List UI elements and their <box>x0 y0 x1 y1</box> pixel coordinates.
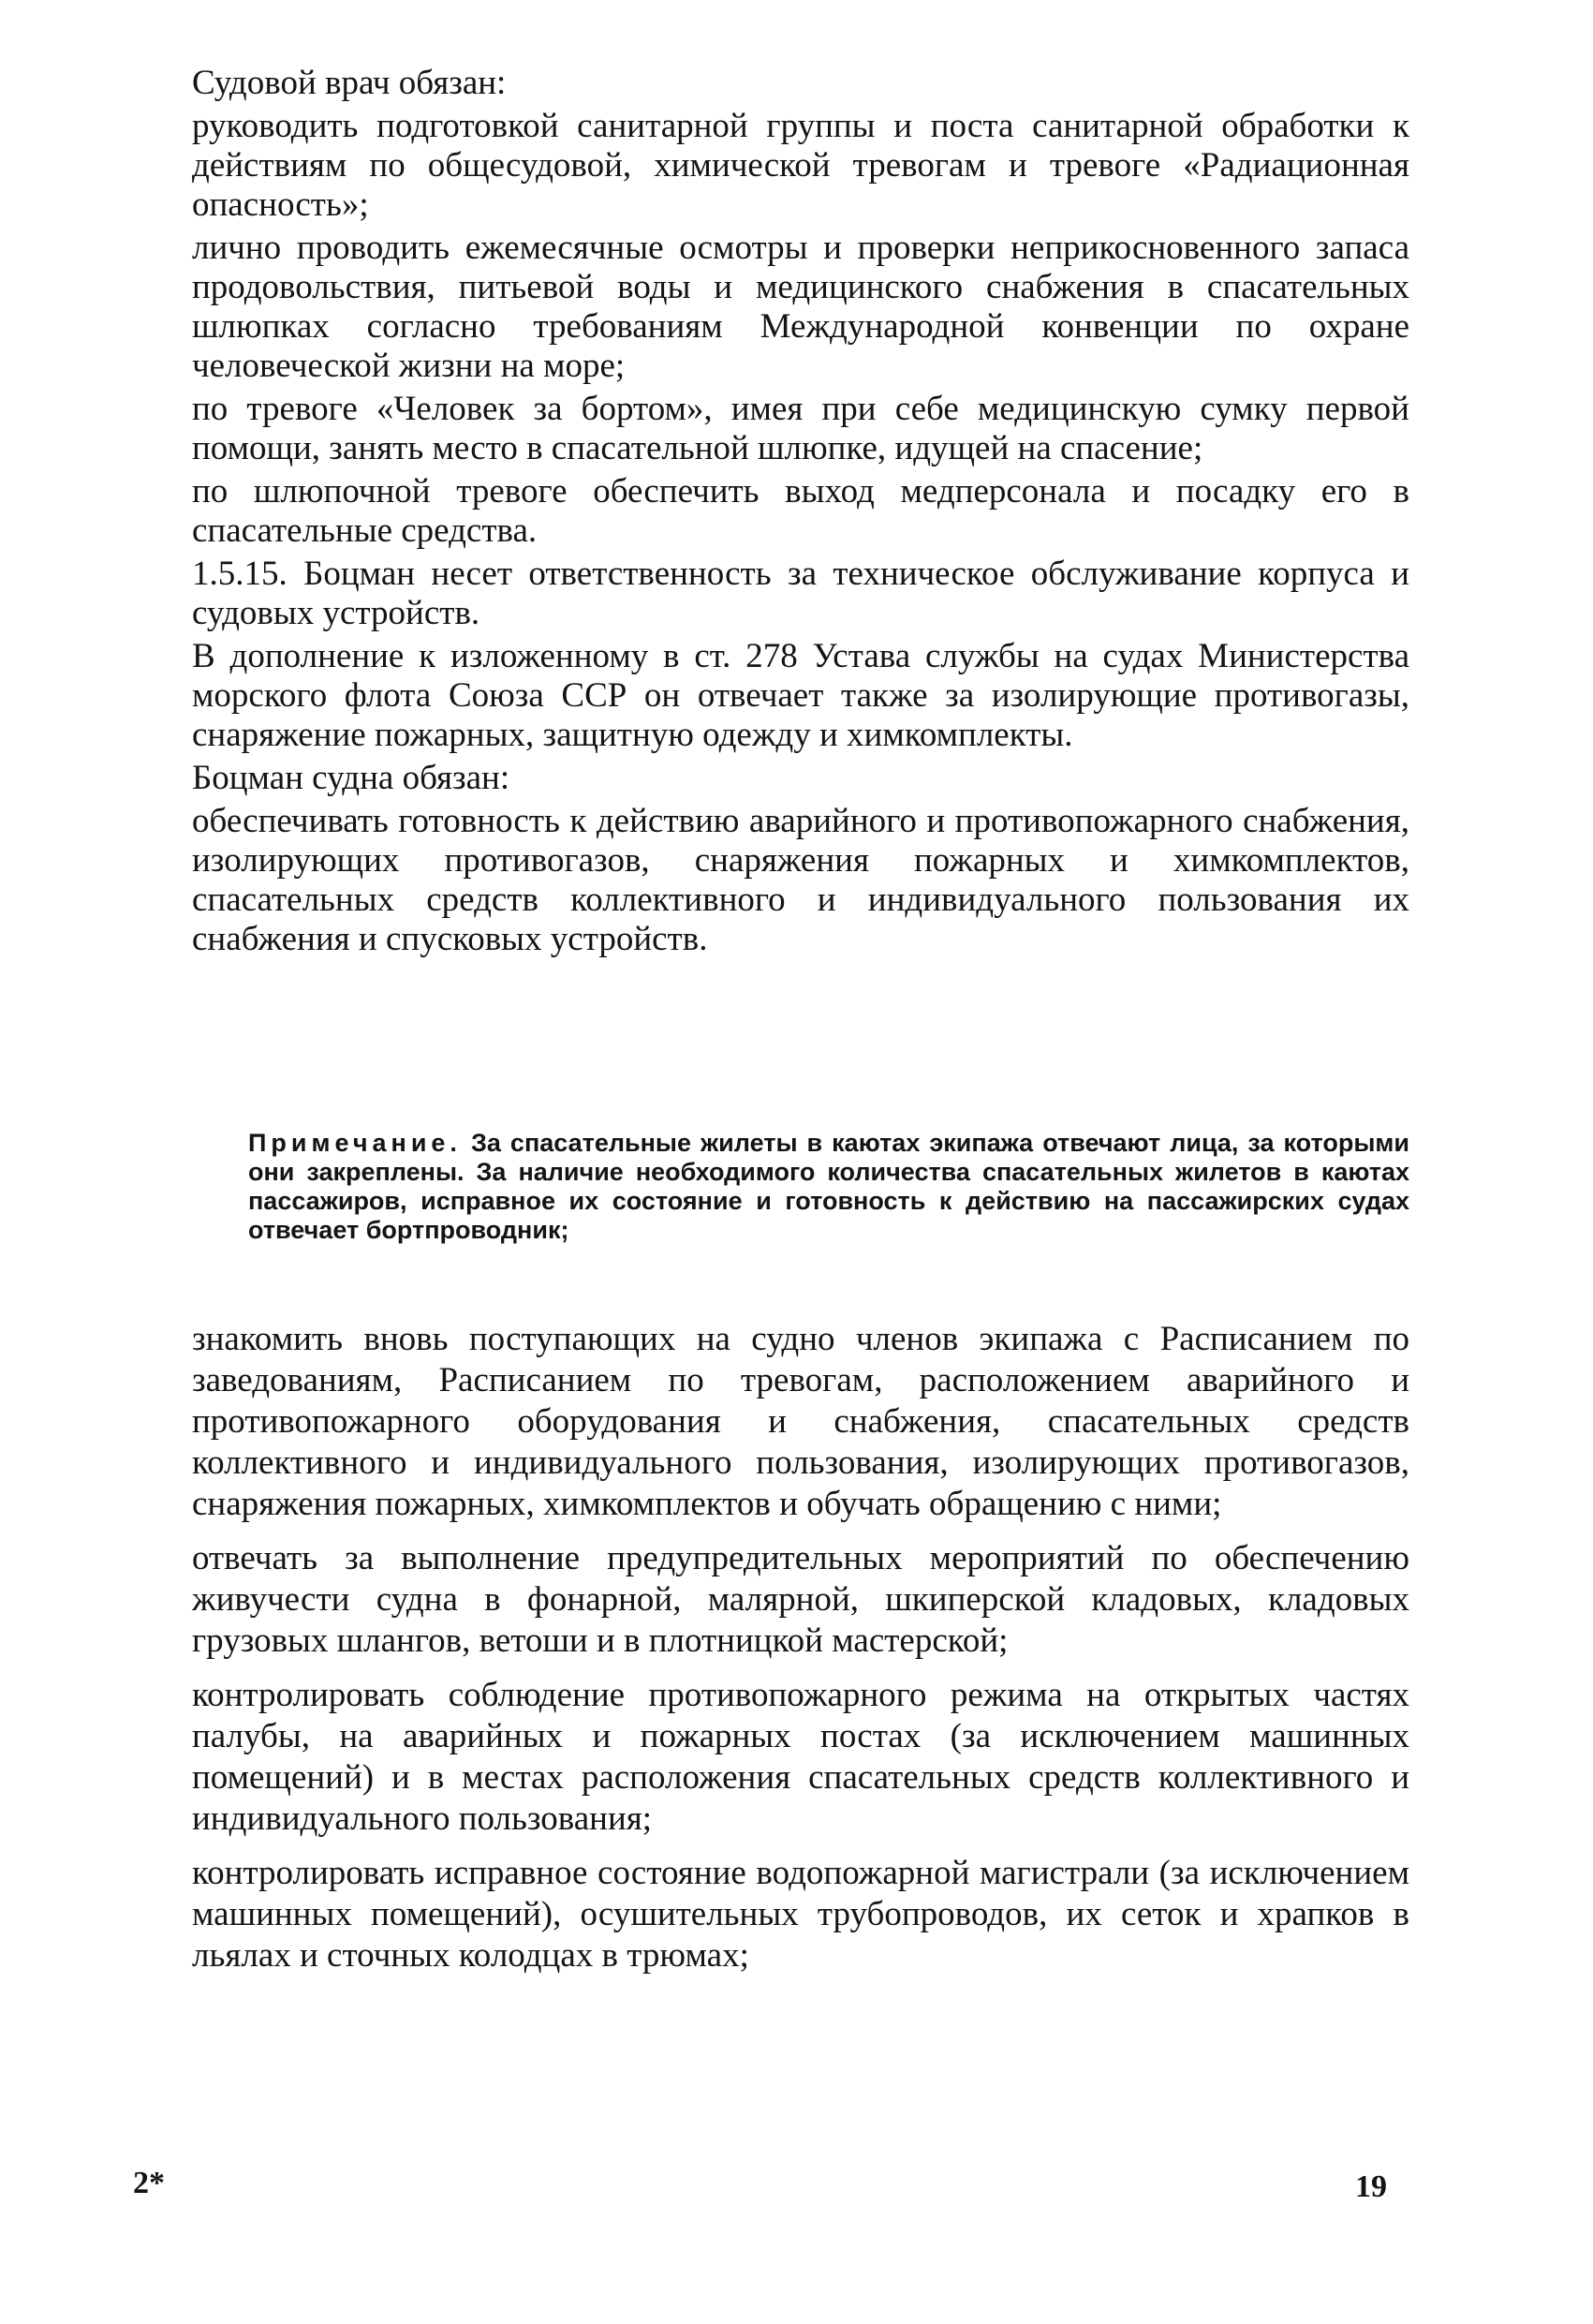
signature-mark: 2* <box>133 2166 165 2200</box>
paragraph-heading-boatswain: Боцман судна обязан: <box>192 759 510 797</box>
paragraph-doctor-duty-4: по шлюпочной тревоге обеспечить выход медперсонала и посадку его в спасательные средства. <box>192 472 1409 550</box>
paragraph-doctor-duty-1: руководить подготовкой санитарной группы и поста санитарной обработки к действиям по общесудовой, химической тревогам и тревоге «Радиационная опасность»; <box>192 107 1409 224</box>
paragraph-doctor-duty-3: по тревоге «Человек за бортом», имея при себе медицинскую сумку первой помощи, занять место в спасательной шлюпке, идущей на спасение; <box>192 390 1409 467</box>
bottom-text-block <box>192 1319 1409 1976</box>
paragraph-boatswain-duty-4: контролировать соблюдение противопожарного режима на открытых частях палубы, на аварийных и пожарных постах (за исключением машинных помещений) и в местах расположения спасательных средств коллективного и индивидуального пользования; <box>192 1676 1409 1838</box>
paragraph-section-1-5-15: 1.5.15. Боцман несет ответственность за техническое обслуживание корпуса и судовых устройств. <box>192 555 1409 632</box>
page-number: 19 <box>1355 2169 1387 2204</box>
note-label: Примечание. <box>248 1129 462 1157</box>
top-text-block <box>192 64 1409 959</box>
paragraph-boatswain-duty-3: отвечать за выполнение предупредительных мероприятий по обеспечению живучести судна в фонарной, малярной, шкиперской кладовых, кладовых грузовых шлангов, ветоши и в плотницкой мастерской; <box>192 1539 1409 1660</box>
note-block <box>248 1129 1409 1245</box>
paragraph-doctor-duty-2: лично проводить ежемесячные осмотры и проверки неприкосновенного запаса продовольствия, питьевой воды и медицинского снабжения в спасательных шлюпках согласно требованиям Международной конвенции по охране человеческой жизни на море; <box>192 229 1409 385</box>
paragraph-boatswain-responsibility: В дополнение к изложенному в ст. 278 Устава службы на судах Министерства морского флота Союза ССР он отвечает также за изолирующие противогазы, снаряжение пожарных, защитную одежду и химкомплекты. <box>192 637 1409 754</box>
paragraph-boatswain-duty-2: знакомить вновь поступающих на судно членов экипажа с Расписанием по заведованиям, Расписанием по тревогам, расположением аварийного и противопожарного оборудования и снабжения, спасательных средств коллективного и индивидуального пользования, изолирующих противогазов, снаряжения пожарных, химкомплектов и обучать обращению с ними; <box>192 1320 1409 1523</box>
paragraph-boatswain-duty-5: контролировать исправное состояние водопожарной магистрали (за исключением машинных помещений), осушительных трубопроводов, их сеток и храпков в льялах и сточных колодцах в трюмах; <box>192 1854 1409 1975</box>
paragraph-boatswain-duty-1: обеспечивать готовность к действию аварийного и противопожарного снабжения, изолирующих противогазов, снаряжения пожарных и химкомплектов, спасательных средств коллективного и индивидуального пользования их снабжения и спусковых устройств. <box>192 802 1409 958</box>
paragraph-heading-doctor: Судовой врач обязан: <box>192 64 507 102</box>
note-text: За спасательные жилеты в каютах экипажа отвечают лица, за которыми они закреплены. За наличие необходимого количества спасательных жилетов в каютах пассажиров, исправное их состояние и готовность к действию на пассажирских судах отвечает бортпроводник; <box>248 1129 1409 1244</box>
